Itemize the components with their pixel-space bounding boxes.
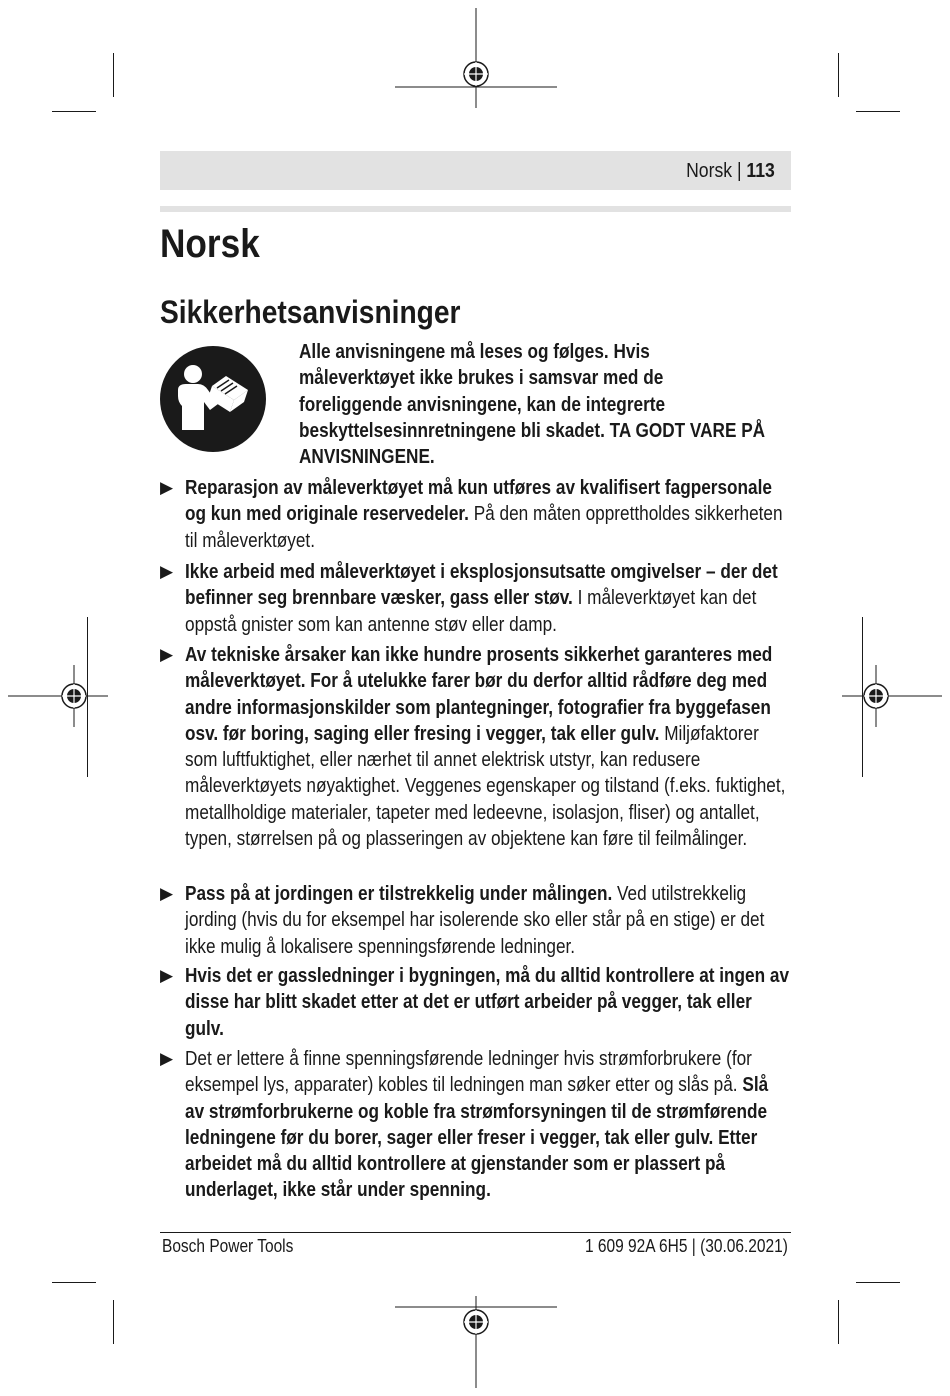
- footer-doc-id: 1 609 92A 6H5 | (30.06.2021): [585, 1236, 788, 1256]
- list-item-normal: Ved utilstrekkelig jording (hvis du for eksempel har isolerende sko eller står på en stige) er det ikke mulig å lokalisere spenningsførende ledninger.: [185, 883, 765, 958]
- registration-mark-icon: [842, 665, 942, 727]
- list-item-text: [185, 881, 791, 960]
- registration-mark-icon: [395, 8, 557, 108]
- page-title: Norsk: [160, 222, 260, 266]
- list-item-normal: Miljøfaktorer som luftfuktighet, eller nærhet til annet elektrisk utstyr, kan redusere måleverktøyets nøyaktighet. Veggenes egenskaper og tilstand (f.eks. fuktighet, metallholdige materialer, tapeter med ledeevne, isolasjon, fliser) og antallet, typen, størrelsen på og plasseringen av objektene kan føre til feilmålinger.: [185, 722, 786, 851]
- section-title: Sikkerhetsanvisninger: [160, 294, 461, 330]
- list-item-bold: Reparasjon av måleverktøyet må kun utføres av kvalifisert fagpersonale og kun med originale reservedeler.: [185, 477, 772, 526]
- read-manual-icon: [160, 346, 266, 452]
- bullet-arrow-icon: ▶: [160, 966, 174, 985]
- registration-mark-icon: [8, 665, 108, 727]
- list-item-bold: Ikke arbeid med måleverktøyet i eksplosjonsutsatte omgivelser – der det befinner seg brennbare væsker, gass eller støv.: [185, 561, 778, 610]
- registration-mark-icon: [395, 1296, 557, 1388]
- list-item-bold: Pass på at jordingen er tilstrekkelig under målingen.: [185, 883, 613, 905]
- bullet-arrow-icon: ▶: [160, 884, 174, 903]
- list-item-normal: I måleverktøyet kan det oppstå gnister som kan antenne støv eller damp.: [185, 587, 757, 636]
- header-separator: |: [737, 160, 742, 182]
- list-item-bold: Hvis det er gassledninger i bygningen, må du alltid kontrollere at ingen av disse har blitt skadet etter at det er utført arbeider på vegger, tak eller gulv.: [185, 965, 790, 1040]
- crop-mark: [113, 1300, 114, 1344]
- crop-mark: [52, 111, 96, 112]
- footer-divider: [160, 1232, 791, 1233]
- header-label: [686, 159, 775, 183]
- intro-warning: Alle anvisningene må leses og følges. Hvis måleverktøyet ikke brukes i samsvar med de foreliggende anvisningene, kan de integrerte beskyttelsesinnretningene bli skadet. TA GODT VARE PÅ ANVISNINGENE.: [299, 341, 766, 469]
- crop-mark: [52, 1282, 96, 1283]
- crop-mark: [838, 53, 839, 97]
- bullet-arrow-icon: ▶: [160, 562, 174, 581]
- crop-mark: [856, 111, 900, 112]
- list-item-bold: Av tekniske årsaker kan ikke hundre prosents sikkerhet garanteres med måleverktøyet. For å utelukke farer bør du derfor alltid rådføre deg med andre informasjonskilder som plantegninger, fotografier fra byggefasen osv. før boring, saging eller fresing i vegger, tak eller gulv.: [185, 644, 773, 745]
- crop-mark: [856, 1282, 900, 1283]
- bullet-arrow-icon: ▶: [160, 645, 174, 664]
- footer-brand: Bosch Power Tools: [162, 1236, 294, 1256]
- header-divider: [160, 206, 791, 212]
- list-item-text: [185, 963, 791, 1042]
- list-item-normal: Det er lettere å finne spenningsførende ledninger hvis strømforbrukere (for eksempel lys, apparater) kobles til ledningen man søker etter og slås på.: [185, 1048, 752, 1097]
- bullet-arrow-icon: ▶: [160, 1049, 174, 1068]
- list-item-bold: Slå av strømforbrukerne og koble fra strømforsyningen til de strømførende ledningene før du borer, sager eller freser i vegger, tak eller gulv. Etter arbeidet må du alltid kontrollere at gjenstander som er plassert på underlaget, ikke står under spenning.: [185, 1074, 769, 1202]
- list-item-text: [185, 1046, 791, 1204]
- page-header: [160, 151, 791, 190]
- crop-mark: [113, 53, 114, 97]
- list-item-text: [185, 642, 791, 852]
- list-item-text: [185, 475, 791, 554]
- page-number: 113: [746, 160, 775, 182]
- crop-mark: [838, 1300, 839, 1344]
- bullet-arrow-icon: ▶: [160, 478, 174, 497]
- header-language: Norsk: [686, 160, 733, 182]
- list-item-normal: På den måten opprettholdes sikkerheten til måleverktøyet.: [185, 503, 783, 552]
- list-item-text: [185, 559, 791, 638]
